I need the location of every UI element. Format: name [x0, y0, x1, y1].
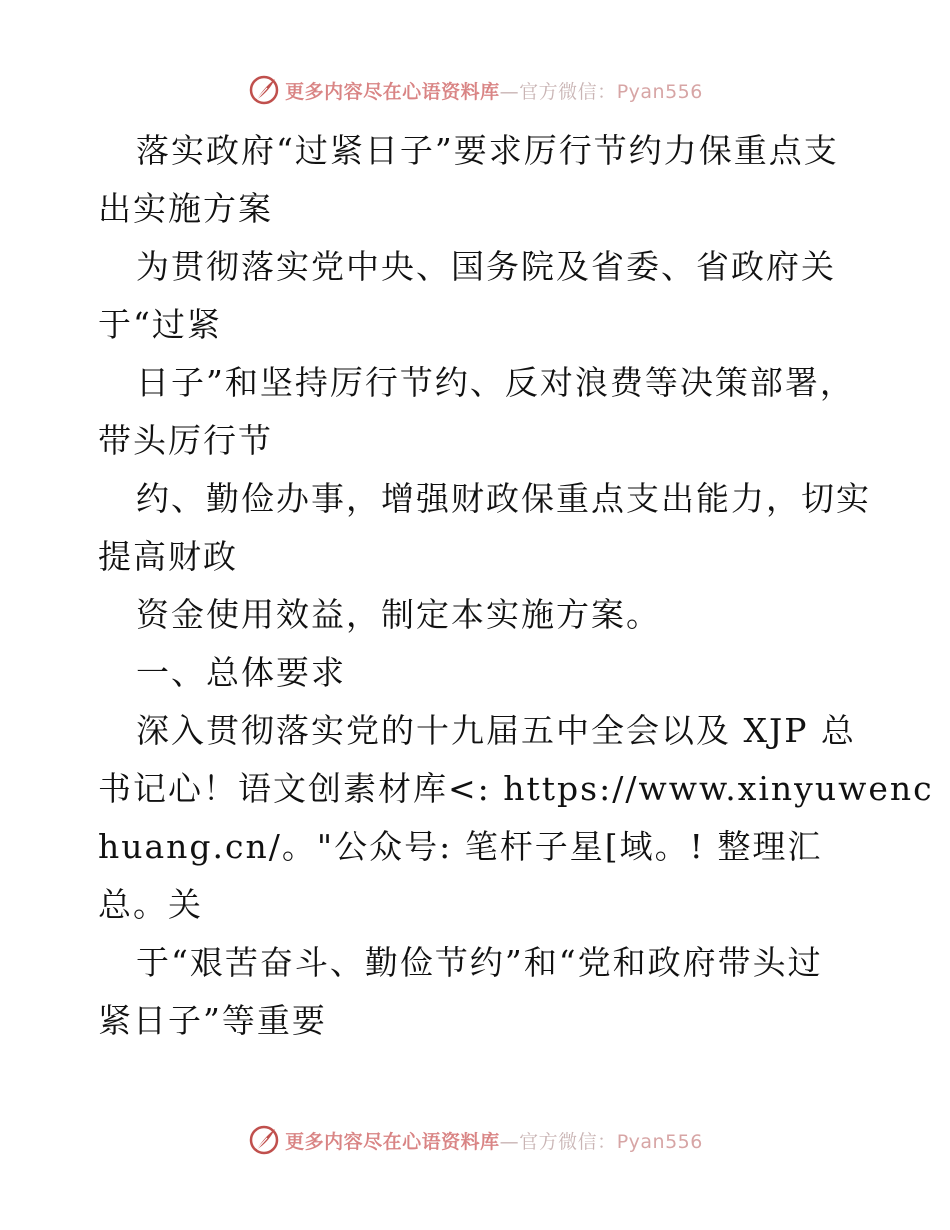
header-watermark: [0, 72, 950, 108]
watermark-brand: 更多内容尽在心语资料库: [285, 1130, 500, 1153]
text-line: huang.cn/。"公众号: 笔杆子星[域。! 整理汇: [98, 827, 823, 866]
watermark-label: 官方微信：: [519, 80, 617, 103]
footer-watermark: [0, 1122, 950, 1158]
text-line: 书记心！语文创素材库<: https://www.xinyuwenc: [98, 769, 934, 808]
text-line: 紧日子”等重要: [98, 1001, 327, 1040]
feather-pen-logo-icon: [247, 73, 281, 107]
text-line: 深入贯彻落实党的十九届五中全会以及 XJP 总: [136, 711, 856, 750]
watermark-handle: Pyan556: [616, 1130, 703, 1153]
text-line: 总。关: [98, 885, 203, 924]
text-line: 提高财政: [98, 537, 238, 576]
watermark-brand: 更多内容尽在心语资料库: [285, 80, 500, 103]
text-line: 落实政府“过紧日子”要求厉行节约力保重点支: [136, 131, 839, 170]
watermark-label: 官方微信：: [519, 1130, 617, 1153]
section-heading: 一、总体要求: [136, 653, 346, 692]
watermark-text: [285, 1127, 703, 1154]
watermark-separator: —: [499, 1130, 520, 1153]
watermark-handle: Pyan556: [616, 80, 703, 103]
document-body: [98, 122, 934, 1050]
watermark-text: [285, 77, 703, 104]
text-line: 于“过紧: [98, 305, 222, 344]
feather-pen-logo-icon: [247, 1123, 281, 1157]
text-line: 出实施方案: [98, 189, 273, 228]
text-line: 资金使用效益，制定本实施方案。: [136, 595, 661, 634]
watermark-separator: —: [499, 80, 520, 103]
text-line: 于“艰苦奋斗、勤俭节约”和“党和政府带头过: [136, 943, 823, 982]
text-line: 日子”和坚持厉行节约、反对浪费等决策部署，: [136, 363, 855, 402]
text-line: 为贯彻落实党中央、国务院及省委、省政府关: [136, 247, 836, 286]
text-line: 约、勤俭办事，增强财政保重点支出能力，切实: [136, 479, 871, 518]
text-line: 带头厉行节: [98, 421, 273, 460]
